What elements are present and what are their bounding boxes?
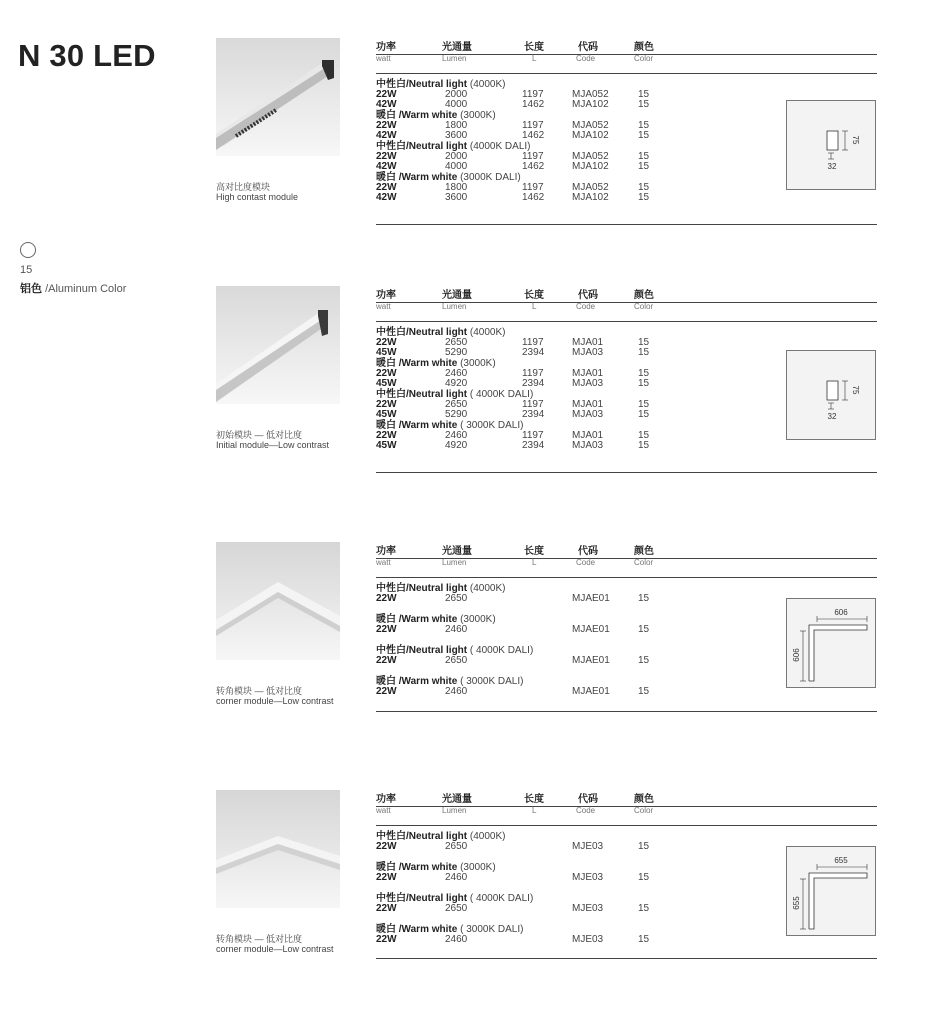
module-caption <box>216 686 334 706</box>
header-rule <box>376 73 877 74</box>
col-code-zh: 代码 <box>578 794 598 805</box>
table-cell: MJA01 <box>572 368 604 379</box>
table-cell: 15 <box>638 151 650 162</box>
table-cell: 15 <box>638 624 650 635</box>
col-code-en: Code <box>576 54 596 63</box>
caption-en: Initial module—Low contrast <box>216 440 330 450</box>
caption-zh: 转角模块 — 低对比度 <box>216 686 303 696</box>
col-power-en: watt <box>376 558 391 567</box>
table-cell: 4000 <box>445 99 468 110</box>
corner-dimension-drawing <box>786 598 876 688</box>
table-cell: (3000K DALI) <box>460 172 521 183</box>
table-cell: 1197 <box>522 151 544 162</box>
table-cell: light <box>446 893 468 904</box>
table-cell: 2650 <box>445 655 468 666</box>
table-cell: 中性白/Neutral <box>376 79 444 90</box>
col-lumen-zh: 光通量 <box>442 290 472 301</box>
footer-rule <box>376 958 877 959</box>
table-cell: 5290 <box>445 347 468 358</box>
table-cell: 暖白 /Warm white <box>376 862 458 873</box>
col-power-zh: 功率 <box>376 794 396 805</box>
table-cell: 15 <box>638 841 650 852</box>
table-cell: 22W <box>376 151 397 162</box>
col-power-zh: 功率 <box>376 42 396 53</box>
table-cell: (4000K) <box>469 583 506 594</box>
col-power-en: watt <box>376 54 391 63</box>
table-cell: MJAE01 <box>572 655 610 666</box>
table-cell: 15 <box>638 686 650 697</box>
table-cell: 22W <box>376 841 397 852</box>
table-cell: 15 <box>638 130 650 141</box>
table-cell: 2460 <box>445 686 468 697</box>
table-cell: 1197 <box>522 430 544 441</box>
table-cell: ( 4000K DALI) <box>469 645 534 656</box>
product-photo-linear-low-contrast <box>216 286 340 404</box>
table-cell: light <box>446 645 468 656</box>
table-row <box>376 193 877 203</box>
table-cell: 15 <box>638 89 650 100</box>
table-cell: 暖白 /Warm white <box>376 924 458 935</box>
col-length-zh: 长度 <box>524 42 544 53</box>
product-photo-corner <box>216 542 340 660</box>
table-cell: 42W <box>376 130 397 141</box>
table-cell: 暖白 /Warm white <box>376 110 458 121</box>
table-cell: 1197 <box>522 399 544 410</box>
col-length-en: L <box>532 806 537 815</box>
module-caption <box>216 430 329 450</box>
table-cell: (3000K) <box>460 358 496 369</box>
table-cell: 1462 <box>522 161 545 172</box>
table-cell: 22W <box>376 655 397 666</box>
table-cell: 2394 <box>522 378 545 389</box>
table-cell: 15 <box>638 399 650 410</box>
table-cell: 2650 <box>445 903 468 914</box>
table-cell: 1462 <box>522 99 545 110</box>
col-length-en: L <box>532 558 537 567</box>
table-cell: 2460 <box>445 934 468 945</box>
table-cell: 中性白/Neutral <box>376 141 444 152</box>
col-lumen-zh: 光通量 <box>442 546 472 557</box>
caption-zh: 转角模块 — 低对比度 <box>216 934 303 944</box>
table-row <box>376 441 877 451</box>
table-cell: 15 <box>638 182 650 193</box>
table-cell: 暖白 /Warm white <box>376 172 458 183</box>
table-cell: MJAE01 <box>572 624 610 635</box>
table-cell: 2460 <box>445 624 468 635</box>
table-cell: ( 3000K DALI) <box>460 420 524 431</box>
table-cell: MJA102 <box>572 130 609 141</box>
table-cell: MJAE01 <box>572 686 610 697</box>
col-code-zh: 代码 <box>578 42 598 53</box>
table-cell: 1197 <box>522 368 544 379</box>
table-cell: 22W <box>376 182 397 193</box>
table-cell: 42W <box>376 161 397 172</box>
table-cell: (4000K) <box>469 327 506 338</box>
col-lumen-en: Lumen <box>442 302 467 311</box>
table-cell: 15 <box>638 192 650 203</box>
table-cell: ( 4000K DALI) <box>469 893 534 904</box>
table-cell: 1197 <box>522 120 544 131</box>
dim-height: 75 <box>851 135 860 145</box>
table-cell: 15 <box>638 872 650 883</box>
table-cell: ( 3000K DALI) <box>460 676 524 687</box>
col-color-zh: 颜色 <box>634 794 654 805</box>
table-cell: MJA102 <box>572 99 609 110</box>
table-cell: 中性白/Neutral <box>376 893 444 904</box>
table-cell: 4920 <box>445 378 468 389</box>
table-cell: MJA03 <box>572 347 604 358</box>
table-cell: light <box>446 389 468 400</box>
table-cell: MJA03 <box>572 378 604 389</box>
table-cell: (3000K) <box>460 862 496 873</box>
table-cell: 1462 <box>522 130 545 141</box>
col-color-en: Color <box>634 54 654 63</box>
table-cell: 45W <box>376 347 397 358</box>
table-cell: 中性白/Neutral <box>376 583 444 594</box>
table-cell: 2650 <box>445 337 468 348</box>
table-cell: (3000K) <box>460 110 496 121</box>
caption-zh: 初始模块 — 低对比度 <box>216 430 303 440</box>
table-cell: 2460 <box>445 872 468 883</box>
col-color-zh: 颜色 <box>634 290 654 301</box>
color-swatch-icon <box>20 242 36 258</box>
col-code-zh: 代码 <box>578 546 598 557</box>
table-cell: 15 <box>638 368 650 379</box>
col-color-en: Color <box>634 558 654 567</box>
table-cell: 15 <box>638 430 650 441</box>
col-power-zh: 功率 <box>376 546 396 557</box>
header-rule <box>376 806 877 807</box>
col-code-en: Code <box>576 558 596 567</box>
color-name <box>20 280 126 296</box>
table-cell: 2650 <box>445 593 468 604</box>
table-cell: 15 <box>638 161 650 172</box>
footer-rule <box>376 224 877 225</box>
table-cell: 2460 <box>445 430 468 441</box>
table-cell: MJA03 <box>572 409 604 420</box>
col-power-en: watt <box>376 806 391 815</box>
col-color-zh: 颜色 <box>634 546 654 557</box>
table-cell: MJA01 <box>572 430 604 441</box>
table-cell: 3600 <box>445 130 468 141</box>
table-cell: 15 <box>638 120 650 131</box>
table-cell: MJA01 <box>572 337 604 348</box>
footer-rule <box>376 711 877 712</box>
header-rule <box>376 558 877 559</box>
table-cell: MJAE01 <box>572 593 610 604</box>
col-length-en: L <box>532 302 537 311</box>
table-cell: 4000 <box>445 161 468 172</box>
col-lumen-en: Lumen <box>442 806 467 815</box>
table-cell: 42W <box>376 192 397 203</box>
table-cell: light <box>446 327 468 338</box>
table-cell: 45W <box>376 409 397 420</box>
col-power-zh: 功率 <box>376 290 396 301</box>
table-cell: 22W <box>376 89 397 100</box>
table-cell: light <box>446 831 468 842</box>
col-code-en: Code <box>576 302 596 311</box>
table-cell: (4000K) <box>469 831 506 842</box>
table-cell: 15 <box>638 409 650 420</box>
table-cell: light <box>446 583 468 594</box>
table-cell: (4000K DALI) <box>469 141 531 152</box>
corner-dimension-drawing <box>786 846 876 936</box>
table-cell: 22W <box>376 120 397 131</box>
col-lumen-zh: 光通量 <box>442 42 472 53</box>
table-cell: 22W <box>376 430 397 441</box>
dim-width: 32 <box>827 412 837 421</box>
table-cell: 中性白/Neutral <box>376 645 444 656</box>
table-cell: MJA052 <box>572 151 609 162</box>
table-cell: (4000K) <box>469 79 506 90</box>
table-cell: 3600 <box>445 192 468 203</box>
profile-dimension-drawing <box>786 350 876 440</box>
table-cell: 22W <box>376 624 397 635</box>
table-cell: 1800 <box>445 120 468 131</box>
table-cell: 15 <box>638 593 650 604</box>
col-lumen-en: Lumen <box>442 558 467 567</box>
header-rule <box>376 577 877 578</box>
table-cell: (3000K) <box>460 614 496 625</box>
table-cell: 45W <box>376 378 397 389</box>
table-cell: MJA052 <box>572 182 609 193</box>
table-cell: 2650 <box>445 399 468 410</box>
table-cell: 22W <box>376 399 397 410</box>
table-cell: MJA01 <box>572 399 604 410</box>
header-rule <box>376 825 877 826</box>
table-cell: 2460 <box>445 368 468 379</box>
table-cell: 2394 <box>522 440 545 451</box>
table-cell: 暖白 /Warm white <box>376 420 458 431</box>
caption-en: High contast module <box>216 192 299 202</box>
table-cell: ( 4000K DALI) <box>469 389 534 400</box>
table-cell: 45W <box>376 440 397 451</box>
dim-width: 655 <box>834 856 848 865</box>
table-cell: 22W <box>376 686 397 697</box>
table-cell: 暖白 /Warm white <box>376 614 458 625</box>
table-cell: 2394 <box>522 347 545 358</box>
table-cell: 15 <box>638 655 650 666</box>
table-cell: 22W <box>376 337 397 348</box>
col-lumen-zh: 光通量 <box>442 794 472 805</box>
table-cell: 暖白 /Warm white <box>376 676 458 687</box>
col-color-zh: 颜色 <box>634 42 654 53</box>
module-caption <box>216 934 334 954</box>
table-cell: 4920 <box>445 440 468 451</box>
table-cell: 1197 <box>522 337 544 348</box>
table-cell: 15 <box>638 337 650 348</box>
table-cell: 15 <box>638 99 650 110</box>
table-cell: light <box>446 79 468 90</box>
caption-en: corner module—Low contrast <box>216 696 334 706</box>
col-code-zh: 代码 <box>578 290 598 301</box>
table-cell: 15 <box>638 903 650 914</box>
color-name-en: /Aluminum Color <box>45 283 127 295</box>
header-rule <box>376 54 877 55</box>
table-cell: 22W <box>376 934 397 945</box>
table-cell: ( 3000K DALI) <box>460 924 524 935</box>
table-cell: 5290 <box>445 409 468 420</box>
table-cell: MJE03 <box>572 872 604 883</box>
product-photo-linear-high-contrast <box>216 38 340 156</box>
table-cell: 中性白/Neutral <box>376 327 444 338</box>
dim-width: 32 <box>827 162 837 171</box>
table-cell: MJA03 <box>572 440 604 451</box>
table-cell: 中性白/Neutral <box>376 389 444 400</box>
table-cell: 中性白/Neutral <box>376 831 444 842</box>
col-length-zh: 长度 <box>524 794 544 805</box>
table-cell: MJE03 <box>572 903 604 914</box>
table-cell: MJE03 <box>572 934 604 945</box>
table-cell: 15 <box>638 378 650 389</box>
col-length-zh: 长度 <box>524 546 544 557</box>
header-rule <box>376 321 877 322</box>
table-cell: 22W <box>376 903 397 914</box>
col-power-en: watt <box>376 302 391 311</box>
col-length-en: L <box>532 54 537 63</box>
dim-height: 75 <box>851 385 860 395</box>
table-cell: light <box>446 141 468 152</box>
table-cell: 22W <box>376 368 397 379</box>
col-color-en: Color <box>634 302 654 311</box>
table-cell: 22W <box>376 872 397 883</box>
table-cell: MJA102 <box>572 161 609 172</box>
table-cell: 42W <box>376 99 397 110</box>
footer-rule <box>376 472 877 473</box>
col-length-zh: 长度 <box>524 290 544 301</box>
col-color-en: Color <box>634 806 654 815</box>
color-code: 15 <box>20 264 33 276</box>
col-lumen-en: Lumen <box>442 54 467 63</box>
table-cell: 2650 <box>445 841 468 852</box>
table-cell: 22W <box>376 593 397 604</box>
page-title: N 30 LED <box>18 38 156 73</box>
table-cell: 15 <box>638 934 650 945</box>
color-name-zh: 铝色 <box>20 283 42 295</box>
dim-height: 655 <box>792 896 801 910</box>
caption-en: corner module—Low contrast <box>216 944 334 954</box>
table-cell: 1197 <box>522 89 544 100</box>
table-cell: 暖白 /Warm white <box>376 358 458 369</box>
dim-width: 606 <box>834 608 848 617</box>
table-cell: 15 <box>638 440 650 451</box>
table-cell: 2000 <box>445 89 468 100</box>
table-cell: 15 <box>638 347 650 358</box>
table-cell: 2000 <box>445 151 468 162</box>
col-code-en: Code <box>576 806 596 815</box>
table-cell: MJA052 <box>572 89 609 100</box>
table-cell: 1197 <box>522 182 544 193</box>
profile-dimension-drawing <box>786 100 876 190</box>
module-caption <box>216 182 298 202</box>
table-cell: 1462 <box>522 192 545 203</box>
table-cell: 1800 <box>445 182 468 193</box>
table-cell: MJA102 <box>572 192 609 203</box>
table-cell: MJE03 <box>572 841 604 852</box>
product-photo-corner <box>216 790 340 908</box>
header-rule <box>376 302 877 303</box>
table-cell: 2394 <box>522 409 545 420</box>
dim-height: 606 <box>792 648 801 662</box>
table-cell: MJA052 <box>572 120 609 131</box>
caption-zh: 高对比度模块 <box>216 182 271 192</box>
